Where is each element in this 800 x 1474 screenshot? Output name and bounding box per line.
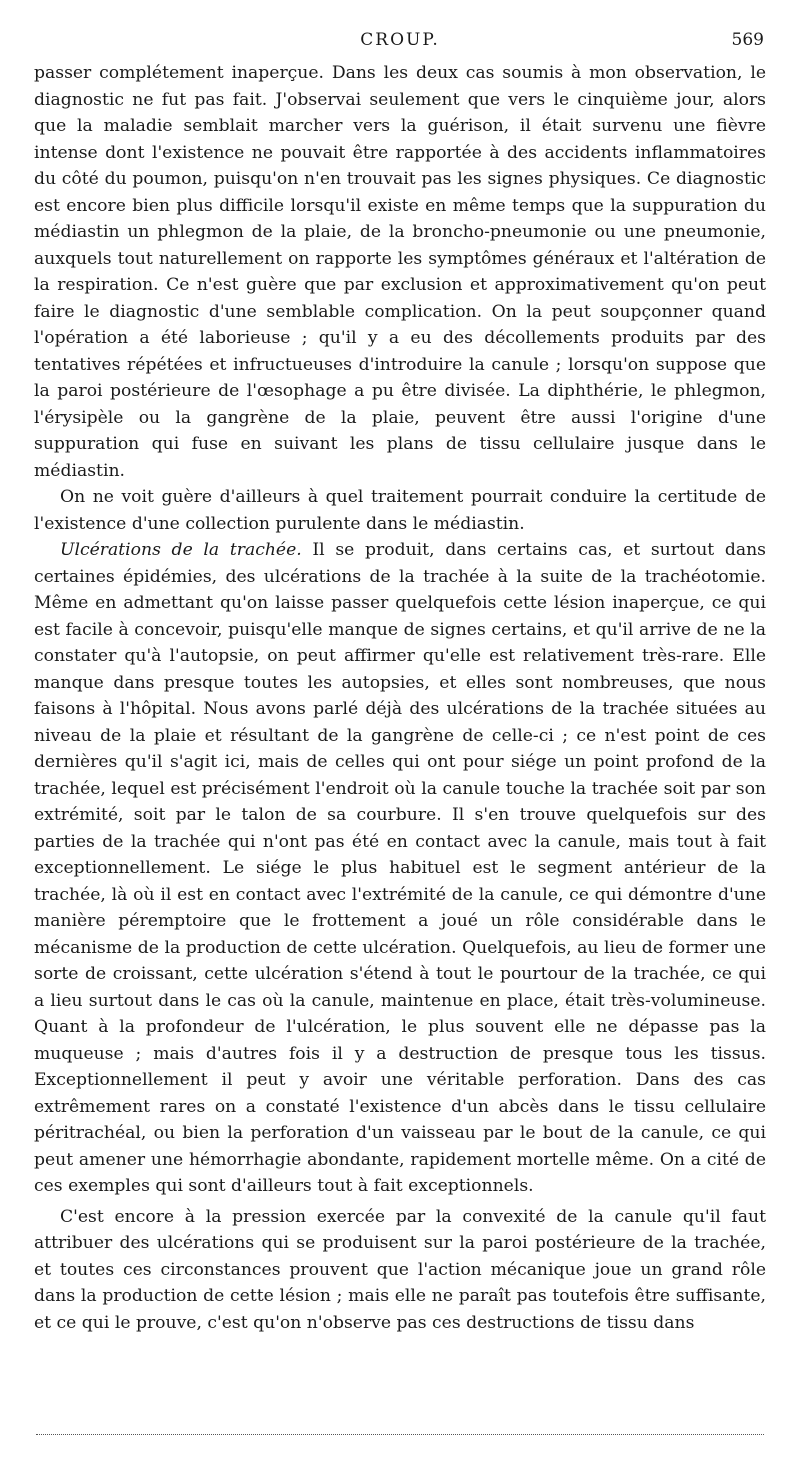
paragraph-pressure-canula: C'est encore à la pression exercée par la convexité de la canule qu'il faut attribuer des ulcérations qui se produisent sur la paroi postérieure de la trachée, et toutes ces circonstances prouvent que l'action mécanique joue un grand rôle dans la production de cette lésion ; mais elle ne paraît pas toutefois être suffisante, et ce qui le prouve, c'est qu'on n'observe pas ces destructions de tissu dans bbox=[34, 1206, 766, 1333]
paragraph-tracheal-ulcerations bbox=[34, 537, 766, 1200]
body-text bbox=[34, 60, 766, 1336]
paragraph-mediastin-suppuration: passer complétement inaperçue. Dans les deux cas soumis à mon observation, le diagnostic ne fut pas fait. J'observai seulement que vers le cinquième jour, alors que la maladie semblait marcher vers la guérison, il était survenu une fièvre intense dont l'existence ne pouvait être rapportée à des accidents inflammatoires du côté du poumon, puisqu'on n'en trouvait pas les signes physiques. Ce diagnostic est encore bien plus difficile lorsqu'il existe en même temps que la suppuration du médiastin un phlegmon de la plaie, de la broncho-pneumonie ou une pneumonie, auxquels tout naturellement on rapporte les symptômes généraux et l'altération de la respiration. Ce n'est guère que par exclusion et approximativement qu'on peut faire le diagnostic d'une semblable complication. On la peut soupçonner quand l'opération a été laborieuse ; qu'il y a eu des décollements produits par des tentatives répétées et infructueuses d'introduire la canule ; lorsqu'on suppose que la paroi postérieure de l'œsophage a pu être divisée. La diphthérie, le phlegmon, l'érysipèle ou la gangrène de la plaie, peuvent être aussi l'origine d'une suppuration qui fuse en suivant les plans de tissu cellulaire jusque dans le médiastin. bbox=[34, 63, 766, 481]
footer-dotted-rule bbox=[36, 1434, 764, 1435]
running-title: CROUP. bbox=[360, 30, 440, 50]
book-page bbox=[34, 26, 766, 1336]
paragraph-treatment-note: On ne voit guère d'ailleurs à quel traitement pourrait conduire la certitude de l'existence d'une collection purulente dans le médiastin. bbox=[34, 487, 766, 534]
page-number: 569 bbox=[731, 30, 764, 50]
paragraph-ulcerations-text: Il se produit, dans certains cas, et surtout dans certaines épidémies, des ulcérations de la trachée à la suite de la trachéotomie. Même en admettant qu'on laisse passer quelquefois cette lésion inaperçue, ce qui est facile à concevoir, puisqu'elle manque de signes certains, et qu'il arrive de ne la constater qu'à l'autopsie, on peut affirmer qu'elle est relativement très-rare. Elle manque dans presque toutes les autopsies, et elles sont nombreuses, que nous faisons à l'hôpital. Nous avons parlé déjà des ulcérations de la trachée situées au niveau de la plaie et résultant de la gangrène de celle-ci ; ce n'est point de ces dernières qu'il s'agit ici, mais de celles qui ont pour siége un point profond de la trachée, lequel est précisément l'endroit où la canule touche la trachée soit par son extrémité, soit par le talon de sa courbure. Il s'en trouve quelquefois sur des parties de la trachée qui n'ont pas été en contact avec la canule, mais tout à fait exceptionnellement. Le siége le plus habituel est le segment antérieur de la trachée, là où il est en contact avec l'extrémité de la canule, ce qui démontre d'une manière péremptoire que le frottement a joué un rôle considérable dans le mécanisme de la production de cette ulcération. Quelquefois, au lieu de former une sorte de croissant, cette ulcération s'étend à tout le pourtour de la trachée, ce qui a lieu surtout dans le cas où la canule, maintenue en place, était très-volumineuse. Quant à la profondeur de l'ulcération, le plus souvent elle ne dépasse pas la muqueuse ; mais d'autres fois il y a destruction de presque tous les tissus. Exceptionnellement il peut y avoir une véritable perforation. Dans des cas extrêmement rares on a constaté l'existence d'un abcès dans le tissu cellulaire péritrachéal, ou bien la perforation d'un vaisseau par le bout de la canule, ce qui peut amener une hémorrhagie abondante, rapidement mortelle même. On a cité de ces exemples qui sont d'ailleurs tout à fait exceptionnels. bbox=[34, 540, 766, 1196]
running-head bbox=[34, 26, 766, 60]
section-heading-ulcerations: Ulcérations de la trachée. bbox=[60, 540, 302, 560]
